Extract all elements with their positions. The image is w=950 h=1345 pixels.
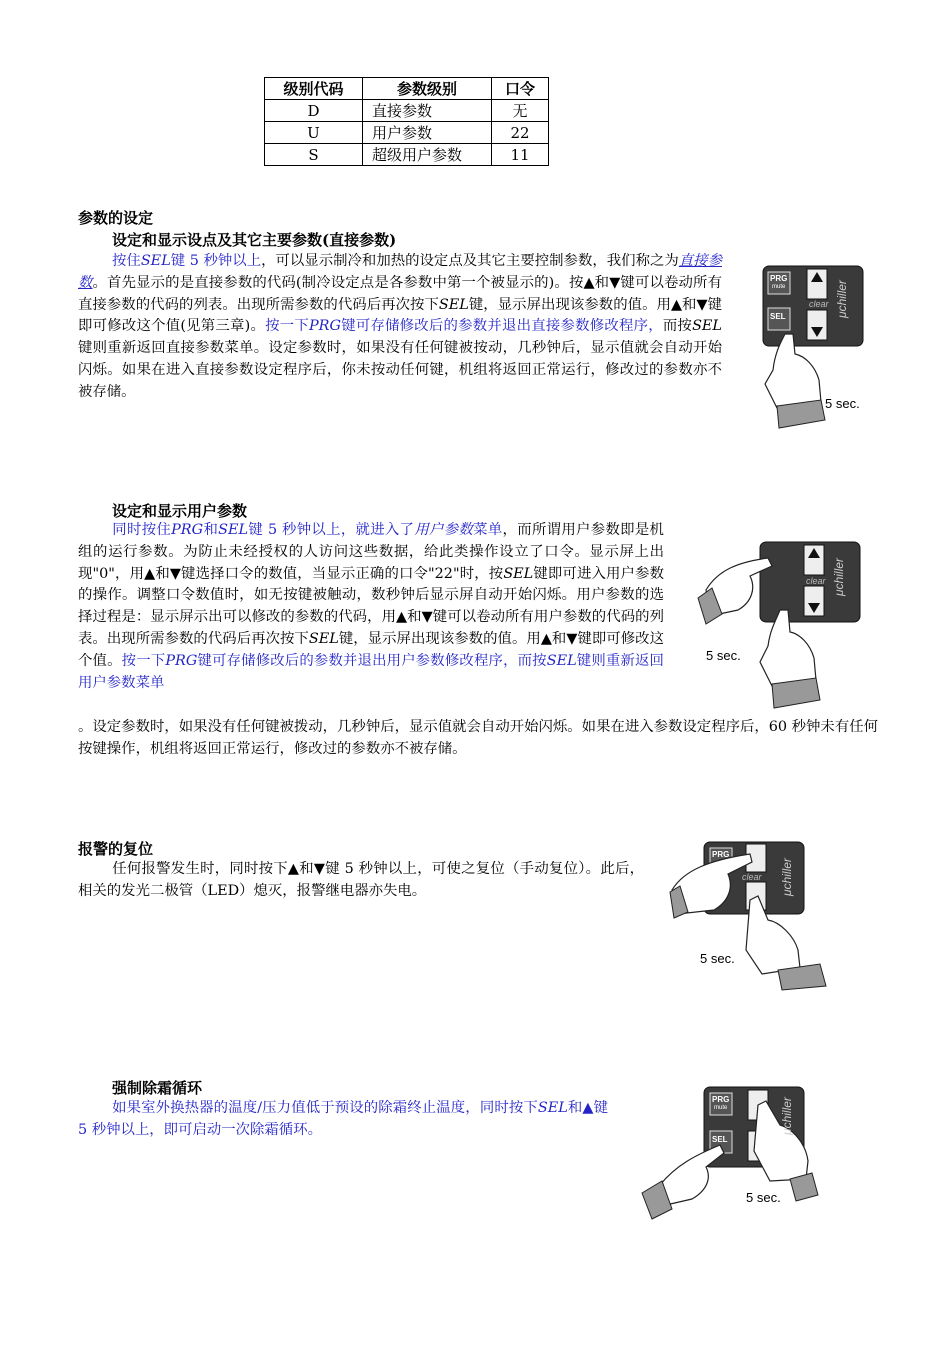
text-span: 键则重新返回直接参数菜单。设定参数时，如果没有任何键被按动，几秒钟后，显示值就会自动开始闪烁。如果在进入直接参数设定程序后，你未按动任何键，机组将返回正常运行，修改过的参数亦不被存储。 — [78, 340, 722, 400]
prg-key-label: PRG — [712, 1095, 730, 1104]
subsection-title-user-params: 设定和显示用户参数 — [112, 502, 248, 520]
text-span: 。设定参数时，如果没有任何键被拨动，几秒钟后，显示值就会自动开始闪烁。如果在进入参数设定程序后，60 秒钟未有任何按键操作，机组将返回正常运行，修改过的参数亦不被存储。 — [78, 719, 878, 757]
brand-label: μchiller — [832, 558, 846, 596]
text-span: SEL — [140, 253, 171, 269]
table-header-row — [265, 78, 549, 100]
text-span: 而按 — [662, 318, 693, 335]
mute-key-label: mute — [714, 1105, 728, 1111]
text-span: 键可存储修改后的参数并退出直接参数修改程序， — [340, 318, 663, 335]
section3-paragraph — [78, 859, 644, 903]
table-row — [265, 144, 549, 166]
hold-duration-label: 5 sec. — [746, 1190, 781, 1205]
text-span: SEL — [438, 296, 469, 313]
keypad-illustration-3 — [670, 840, 830, 990]
keypad-up-down-hands-icon — [670, 840, 830, 990]
table-cell: 直接参数 — [363, 100, 492, 122]
text-span: 和▲键 5 秒钟以上，即可启动一次除霜循环。 — [78, 1100, 608, 1138]
table-row — [265, 100, 549, 122]
text-span: 直接参数 — [78, 253, 722, 291]
brand-label: μchiller — [780, 858, 794, 896]
sel-key-label: SEL — [712, 1135, 728, 1144]
table-cell: 超级用户参数 — [363, 144, 492, 166]
text-span: 如果室外换热器的温度/压力值低于预设的除霜终止温度，同时按下 — [112, 1100, 538, 1116]
text-span: PRG — [308, 318, 341, 335]
text-span: 键，显示屏出现该参数的值。用▲和▼键即可修改这个值。 — [78, 630, 664, 669]
text-span: 。首先显示的是直接参数的代码(制冷设定点是各参数中第一个被显示的)。按▲和▼键可以卷动所有直接参数的代码的列表。出现所需参数的代码后再次按下 — [78, 274, 722, 313]
keypad-illustration-2 — [698, 540, 868, 710]
subsection-title-direct-params: 设定和显示设点及其它主要参数(直接参数) — [112, 231, 397, 249]
hold-duration-label: 5 sec. — [825, 396, 860, 411]
table-cell: 11 — [492, 144, 549, 166]
text-span: PRG — [165, 652, 198, 669]
text-span: 键 5 秒钟以上，就进入了 — [248, 522, 415, 538]
level-table — [264, 77, 549, 166]
clear-label: clear — [742, 872, 762, 882]
text-span: 用户参数 — [414, 522, 474, 538]
text-span: ，可以显示制冷和加热的设定点及其它主要控制参数，我们称之为 — [261, 253, 679, 269]
text-span: SEL — [218, 522, 249, 538]
text-span: 按一下 — [121, 652, 166, 669]
brand-label: μchiller — [780, 1097, 794, 1135]
table-header: 级别代码 — [265, 78, 363, 100]
subsection-title-forced-defrost: 强制除霜循环 — [112, 1079, 203, 1097]
text-span: SEL — [537, 1100, 568, 1116]
text-span: 键即可进入用户参数的操作。调整口令数值时，如无按键被触动，数秒钟后显示屏自动开始闪烁。用户参数的选择过程是：显示屏示出可以修改的参数的代码，用▲和▼键可以卷动所有用户参数的代码的列表。出现所需参数的代码后再次按下 — [78, 565, 664, 647]
text-span: 按一下 — [265, 318, 309, 335]
keypad-illustration-4 — [640, 1085, 820, 1230]
text-span: 任何报警发生时，同时按下▲和▼键 5 秒钟以上，可使之复位（手动复位）。此后，相关的发光二极管（LED）熄灭，报警继电器亦失电。 — [78, 861, 644, 899]
text-span: 菜单 — [473, 522, 503, 538]
text-span: 同时按住 — [112, 522, 172, 538]
prg-key-label: PRG — [712, 850, 730, 859]
text-span: 键 5 秒钟以上 — [170, 253, 262, 269]
clear-label: clear — [806, 576, 826, 586]
table-cell: S — [265, 144, 363, 166]
section-title-alarm-reset: 报警的复位 — [78, 840, 154, 858]
section1-paragraph — [78, 251, 722, 404]
section-title-parameter-setting: 参数的设定 — [78, 209, 154, 227]
section2-paragraph-continued — [78, 717, 878, 761]
text-span: 和 — [203, 522, 219, 538]
clear-label: clear — [809, 299, 829, 309]
table-row — [265, 122, 549, 144]
table-header: 参数级别 — [363, 78, 492, 100]
text-span: 键，显示屏出现该参数的值。用▲和▼键即可修改这个值(见第三章)。 — [78, 296, 722, 335]
text-span: 键则重新返回用户参数菜单 — [78, 652, 664, 691]
table-cell: 22 — [492, 122, 549, 144]
text-span: SEL — [308, 630, 339, 647]
sel-key-label: SEL — [770, 312, 786, 321]
table-cell: 用户参数 — [363, 122, 492, 144]
text-span: PRG — [171, 522, 204, 538]
prg-key-label: PRG — [770, 274, 788, 283]
brand-label: μchiller — [835, 280, 849, 318]
text-span: SEL — [503, 565, 534, 582]
section2-paragraph — [78, 520, 664, 694]
table-cell: D — [265, 100, 363, 122]
text-span: ，而所谓用户参数即是机组的运行参数。为防止未经授权的人访问这些数据，给此类操作设立了口令。显示屏上出现"0"，用▲和▼键选择口令的数值，当显示正确的口令"22"时，按 — [78, 522, 664, 582]
hold-duration-label: 5 sec. — [700, 951, 735, 966]
section4-paragraph — [78, 1098, 608, 1142]
mute-key-label: mute — [772, 284, 786, 290]
text-span: 键可存储修改后的参数并退出用户参数修改程序，而按 — [197, 652, 547, 669]
text-span: SEL — [692, 318, 722, 335]
text-span: 按住 — [112, 253, 141, 269]
table-cell: 无 — [492, 100, 549, 122]
table-header: 口令 — [492, 78, 549, 100]
table-cell: U — [265, 122, 363, 144]
hold-duration-label: 5 sec. — [706, 648, 741, 663]
text-span: SEL — [546, 652, 577, 669]
